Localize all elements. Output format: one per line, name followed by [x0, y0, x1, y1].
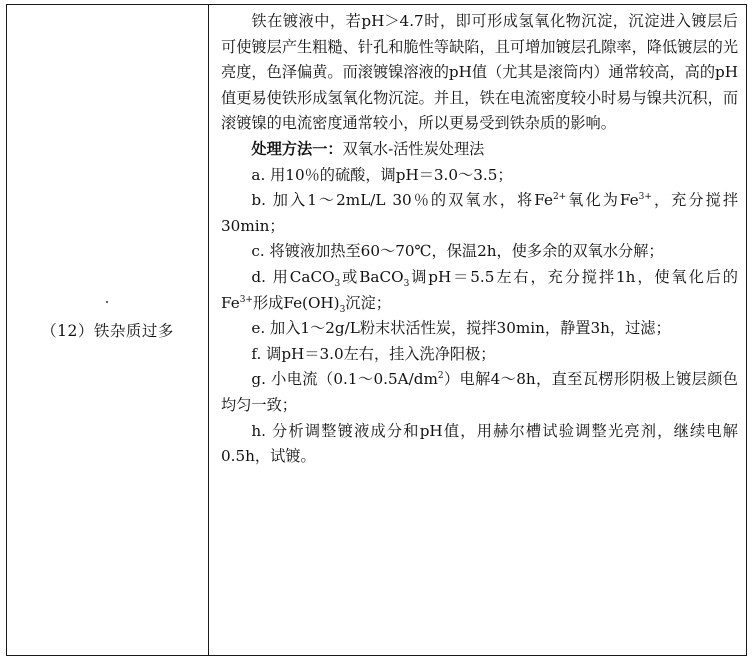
step-d — [221, 265, 738, 316]
step-d-text-4: 形成Fe(OH) — [252, 293, 340, 312]
step-d-sup: 3+ — [239, 294, 253, 305]
step-d-sub-1: 3 — [334, 278, 341, 289]
step-e: e. 加入1～2g/L粉末状活性炭，搅拌30min，静置3h，过滤； — [251, 319, 671, 338]
step-d-sub-3: 3 — [339, 304, 346, 315]
step-b-text-2: 氧化为Fe — [566, 191, 639, 210]
stray-dot — [106, 301, 108, 303]
step-d-text-3: 调pH＝5.5左右，充分搅拌1h，使氧化后的Fe — [221, 267, 738, 312]
step-f: f. 调pH＝3.0左右，挂入洗净阳极； — [251, 344, 496, 363]
step-b — [221, 188, 738, 239]
step-d-text-5: 沉淀； — [345, 293, 391, 312]
step-b-sup-1: 2+ — [552, 192, 567, 203]
step-g-sup: 2 — [437, 371, 444, 382]
step-d-sub-2: 3 — [403, 278, 410, 289]
step-d-text-2: 或BaCO — [340, 267, 404, 286]
step-g-text-1: g. 小电流（0.1～0.5A/dm — [251, 370, 438, 389]
intro-paragraph: 铁在镀液中，若pH＞4.7时，即可形成氢氧化物沉淀，沉淀进入镀层后可使镀层产生粗糙、针孔和脆性等缺陷，且可增加镀层孔隙率，降低镀层的光亮度，色泽偏黄。而滚镀镍溶液的pH值（尤其是滚筒内）通常较高，高的pH值更易使铁形成氢氧化物沉淀。并且，铁在电流密度较小时易与镍共沉积，而滚镀镍的电流密度通常较小，所以更易受到铁杂质的影响。 — [221, 12, 738, 133]
method-name: 双氧水-活性炭处理法 — [342, 139, 485, 158]
step-b-text-3: ，充分搅拌30min； — [221, 191, 738, 235]
step-b-text-1: b. 加入1～2mL/L 30％的双氧水，将Fe — [251, 191, 553, 210]
step-d-text-1: d. 用CaCO — [251, 267, 335, 286]
problem-label: （12）铁杂质过多 — [41, 322, 174, 340]
treatment-table — [6, 4, 747, 656]
method-heading: 处理方法一： — [251, 139, 343, 158]
method-heading-line — [221, 137, 738, 163]
step-h: h. 分析调整镀液成分和pH值，用赫尔槽试验调整光亮剂，继续电解0.5h，试镀。 — [221, 421, 738, 466]
solution-cell — [209, 5, 746, 655]
problem-cell — [7, 5, 209, 655]
step-g-text-2: ）电解4～8h，直至瓦楞形阴极上镀层颜色均匀一致； — [221, 370, 738, 414]
step-c: c. 将镀液加热至60～70℃，保温2h，使多余的双氧水分解； — [251, 242, 664, 261]
step-b-sup-2: 3+ — [638, 192, 652, 203]
step-a: a. 用10％的硫酸，调pH＝3.0～3.5； — [251, 165, 513, 184]
step-g — [221, 367, 738, 418]
